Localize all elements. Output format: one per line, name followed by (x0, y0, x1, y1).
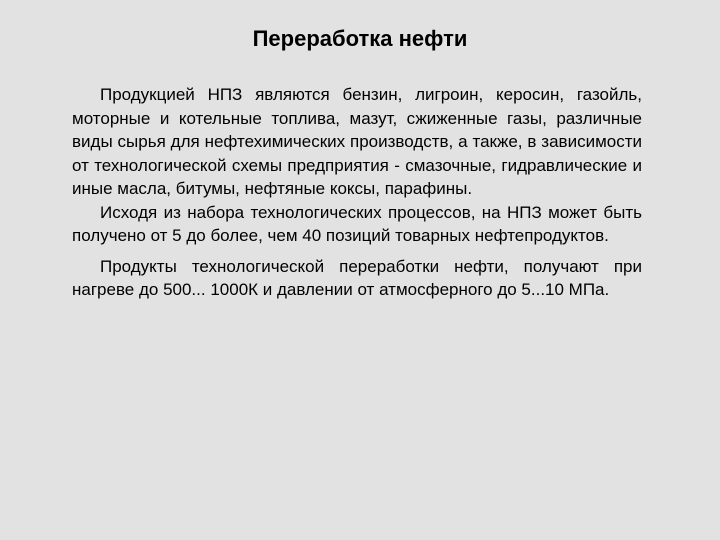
slide-title: Переработка нефти (252, 26, 468, 51)
paragraph-products: Продукцией НПЗ являются бензин, лигроин, керосин, газойль, моторные и котельные топлива, мазут, сжиженные газы, различные виды сырья для нефтехимических производств, а также, в зависимости от технологической схемы предприятия - смазочные, гидравлические и иные масла, битумы, нефтяные коксы, парафины. (72, 85, 642, 198)
paragraph-process-set: Исходя из набора технологических процессов, на НПЗ может быть получено от 5 до более, чем 40 позиций товарных нефтепродуктов. (72, 202, 642, 245)
paragraph-conditions: Продукты технологической переработки нефти, получают при нагреве до 500... 1000К и давлении от атмосферного до 5...10 МПа. (72, 256, 642, 299)
slide-body (72, 83, 642, 302)
